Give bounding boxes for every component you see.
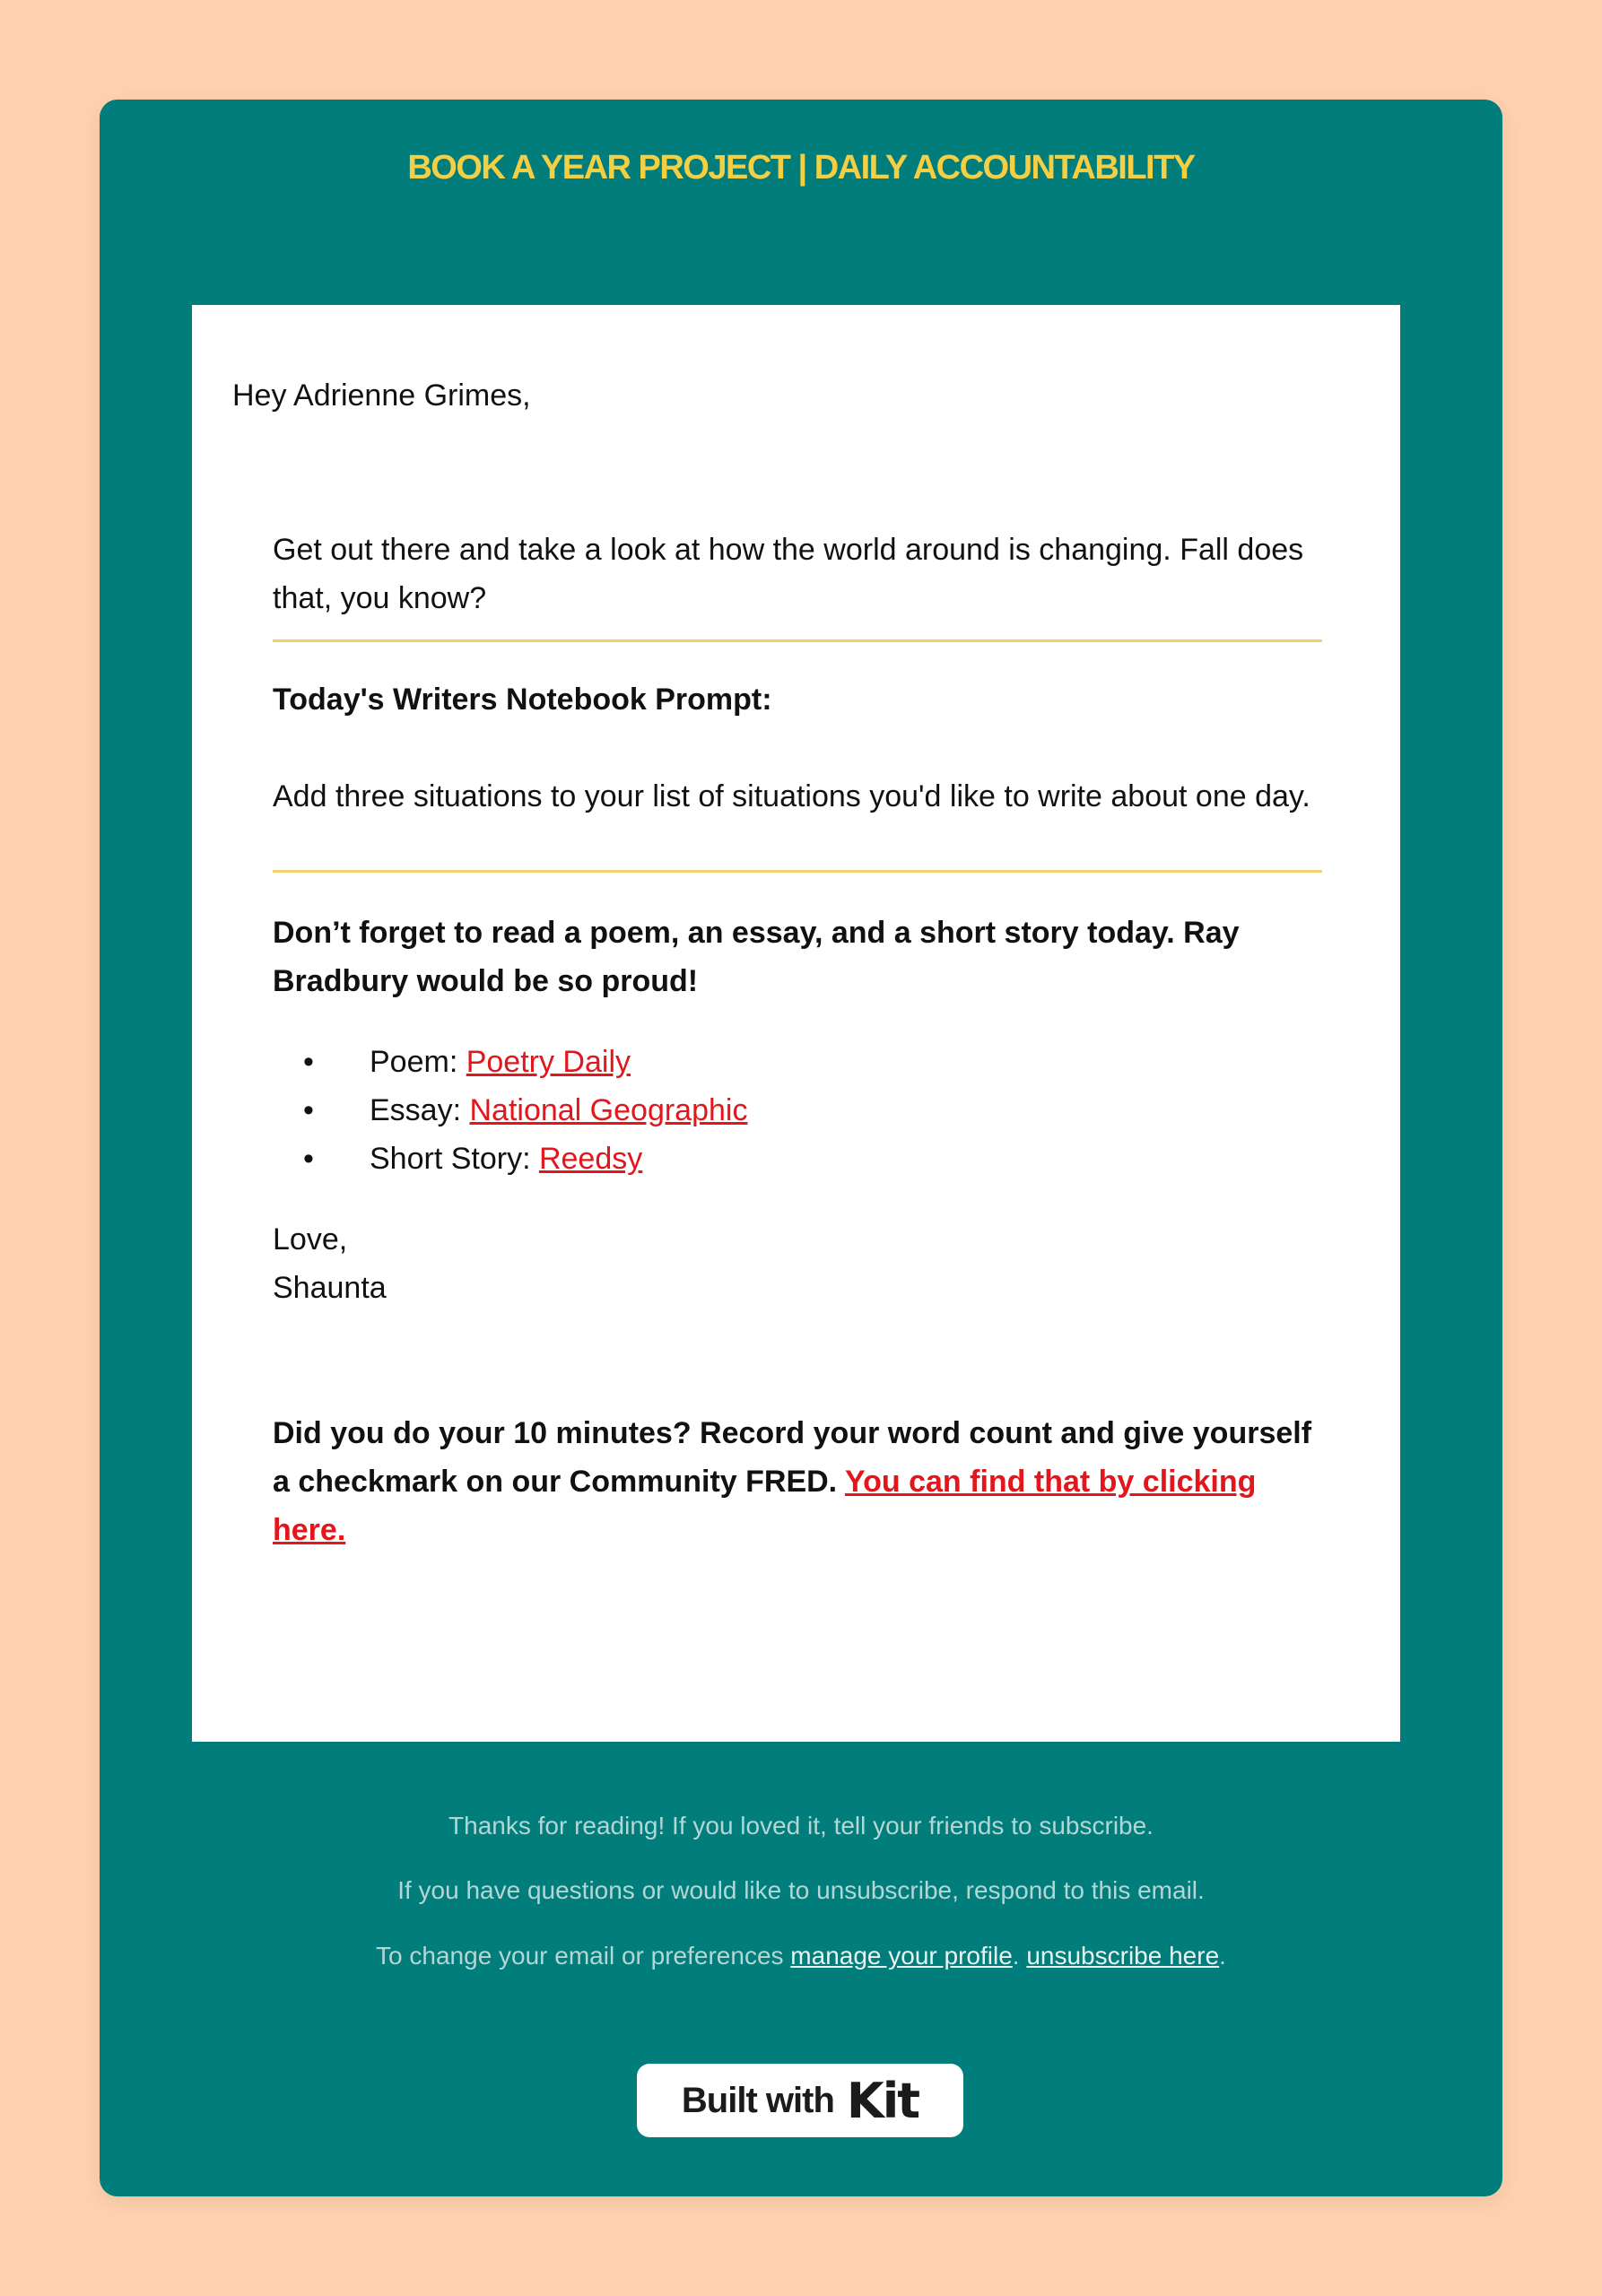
- bullet-icon: •: [303, 1093, 314, 1127]
- list-item-label: Essay:: [370, 1093, 470, 1127]
- built-with-kit-badge[interactable]: [637, 2064, 963, 2137]
- prompt-text: Add three situations to your list of situations you'd like to write about one day.: [273, 779, 1310, 813]
- built-with-label: Built with: [681, 2080, 834, 2120]
- poetry-daily-link[interactable]: Poetry Daily: [466, 1045, 631, 1079]
- footer-separator: .: [1012, 1942, 1027, 1970]
- list-item: [273, 1135, 1322, 1183]
- footer-period: .: [1219, 1942, 1226, 1970]
- reading-reminder: Don’t forget to read a poem, an essay, and a short story today. Ray Bradbury would be so proud!: [273, 916, 1240, 998]
- list-item: [273, 1086, 1322, 1135]
- footer-preferences-text: To change your email or preferences: [376, 1942, 791, 1970]
- national-geographic-link[interactable]: National Geographic: [469, 1093, 748, 1127]
- cta-paragraph: [273, 1409, 1322, 1554]
- reedsy-link[interactable]: Reedsy: [538, 1142, 643, 1176]
- community-fred-link[interactable]: You can find that by clicking here.: [273, 1465, 1257, 1547]
- manage-profile-link[interactable]: manage your profile: [790, 1942, 1013, 1970]
- list-item-label: Poem:: [370, 1045, 466, 1079]
- email-content-panel: [192, 305, 1400, 1742]
- kit-logo: Kit: [846, 2072, 919, 2129]
- bullet-icon: •: [303, 1142, 314, 1176]
- footer-thanks: Thanks for reading! If you loved it, tell your friends to subscribe.: [448, 1812, 1154, 1839]
- greeting: Hey Adrienne Grimes,: [232, 378, 531, 413]
- prompt-heading: Today's Writers Notebook Prompt:: [273, 683, 772, 717]
- list-item-label: Short Story:: [370, 1142, 539, 1176]
- email-header-title: BOOK A YEAR PROJECT | DAILY ACCOUNTABILITY: [407, 149, 1195, 187]
- signoff-name: Shaunta: [273, 1271, 387, 1305]
- intro-paragraph: Get out there and take a look at how the world around is changing. Fall does that, you know?: [273, 533, 1304, 615]
- list-item: [273, 1038, 1322, 1086]
- email-body: [273, 526, 1322, 1554]
- footer-questions: If you have questions or would like to unsubscribe, respond to this email.: [397, 1876, 1205, 1904]
- unsubscribe-link[interactable]: unsubscribe here: [1026, 1942, 1220, 1970]
- bullet-icon: •: [303, 1045, 314, 1079]
- email-card: [100, 100, 1502, 2196]
- footer-preferences: [100, 1938, 1502, 1974]
- cta-text: Did you do your 10 minutes? Record your word count and give yourself a checkmark on our Community FRED.: [273, 1416, 1312, 1499]
- reading-list: [273, 1038, 1322, 1183]
- signoff-love: Love,: [273, 1222, 348, 1257]
